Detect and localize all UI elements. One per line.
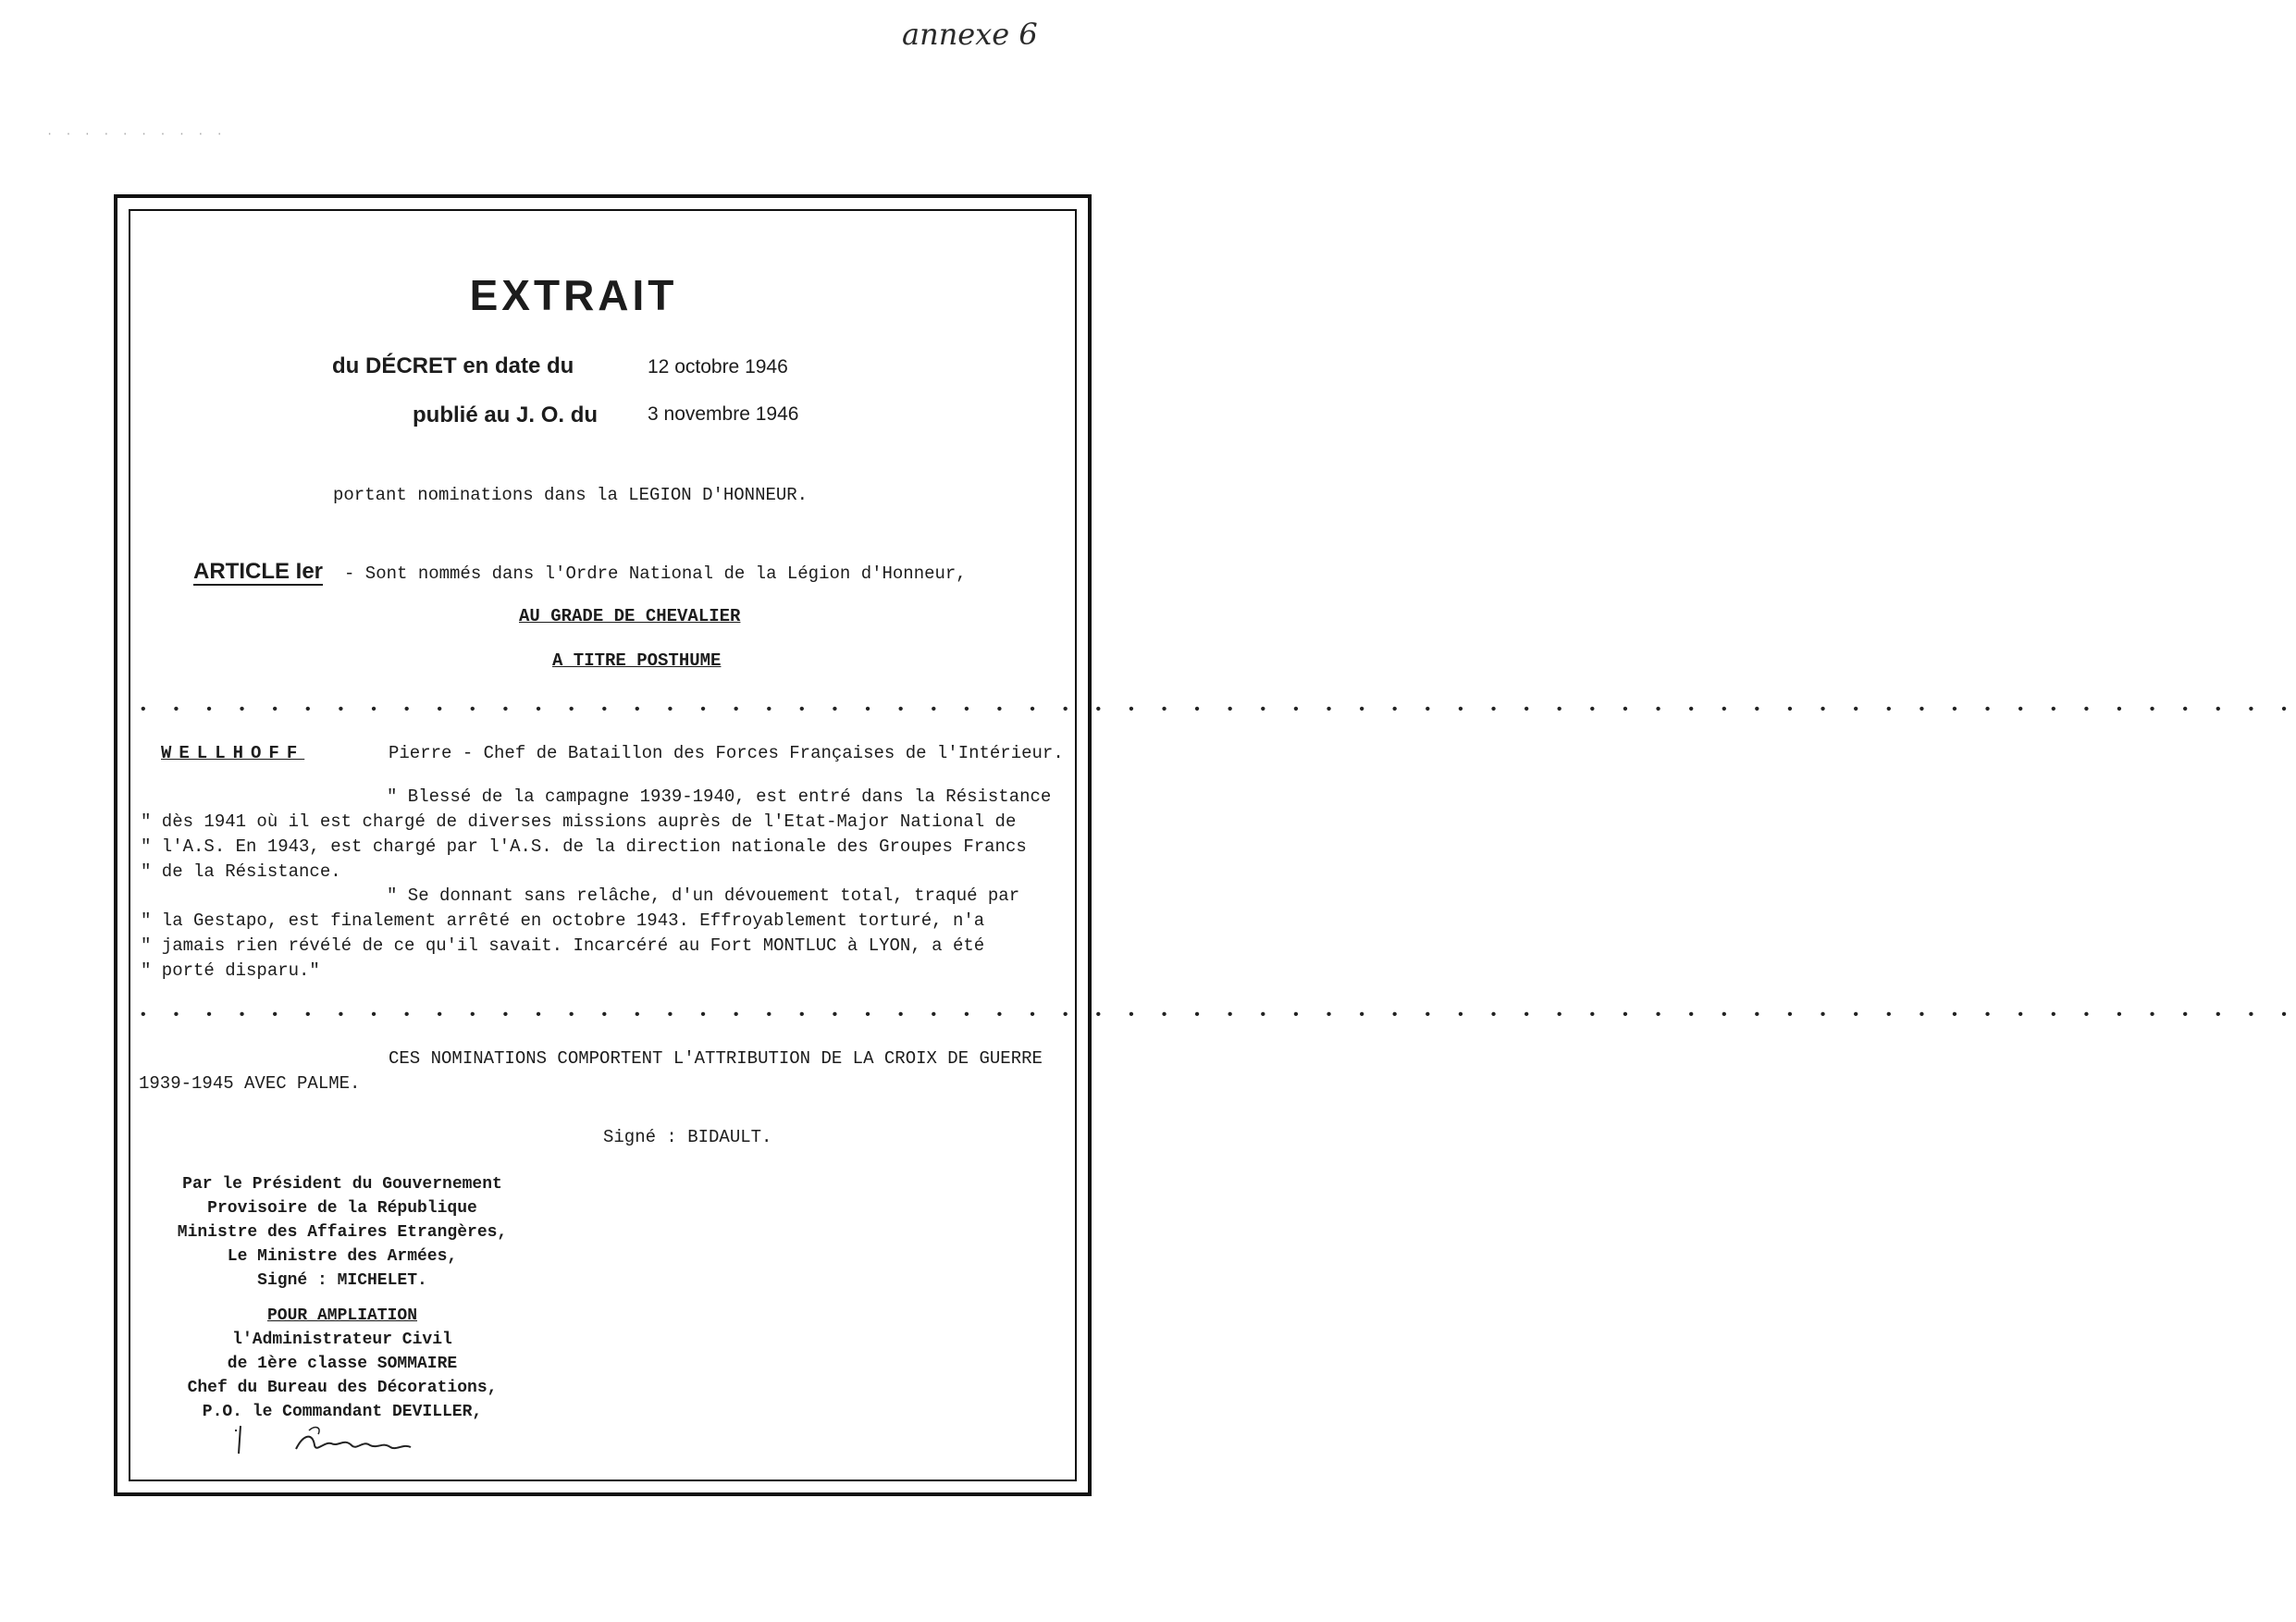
article-text: - Sont nommés dans l'Ordre National de la Légion d'Honneur, [344,563,967,584]
authority-line: Ministre des Affaires Etrangères, [177,1223,508,1242]
ampliation-block [139,1304,546,1424]
nominee-description: Pierre - Chef de Bataillon des Forces Françaises de l'Intérieur. [389,743,1064,763]
handwritten-annotation: annexe 6 [902,17,1038,52]
croix-line-1: CES NOMINATIONS COMPORTENT L'ATTRIBUTION DE LA CROIX DE GUERRE [389,1048,1043,1069]
scan-specks: · · · · · · · · · · [46,128,226,141]
nominee-surname: WELLHOFF [161,743,305,763]
ampliation-line: Chef du Bureau des Décorations, [187,1379,498,1397]
posthumous-line: A TITRE POSTHUME [552,650,722,671]
ampliation-line: P.O. le Commandant DEVILLER, [202,1403,483,1421]
article-label: ARTICLE Ier [193,559,324,584]
authority-block [139,1172,546,1293]
decree-label: du DÉCRET en date du [332,353,574,378]
signed-bidault: Signé : BIDAULT. [603,1127,772,1147]
citation-line: " Blessé de la campagne 1939-1940, est entré dans la Résistance [387,786,1052,807]
ampliation-line: l'Administrateur Civil [232,1331,452,1349]
ampliation-line: de 1ère classe SOMMAIRE [227,1355,458,1373]
citation-line: " porté disparu." [141,960,320,981]
citation-line: " Se donnant sans relâche, d'un dévouement total, traqué par [387,885,1020,906]
authority-line: Provisoire de la République [207,1199,477,1218]
croix-line-2: 1939-1945 AVEC PALME. [139,1073,361,1094]
citation-line: " l'A.S. En 1943, est chargé par l'A.S. de la direction nationale des Groupes Francs [141,836,1027,857]
subject-line: portant nominations dans la LEGION D'HONNEUR. [333,485,809,505]
authority-line: Le Ministre des Armées, [227,1247,458,1266]
dotted-separator-bottom: • • • • • • • • • • • • • • • • • • • • • • • • • • • • • • • • • • • • • • • • • • • • • • • • • • • • • • • • • • • • • • • • • • [139,1007,2296,1023]
grade-line: AU GRADE DE CHEVALIER [519,606,741,626]
authority-line: Signé : MICHELET. [257,1271,427,1290]
authority-line: Par le Président du Gouvernement [182,1175,502,1194]
decree-date: 12 octobre 1946 [648,356,788,378]
citation-line: " jamais rien révélé de ce qu'il savait. Incarcéré au Fort MONTLUC à LYON, a été [141,935,985,956]
citation-line: " la Gestapo, est finalement arrêté en octobre 1943. Effroyablement torturé, n'a [141,910,985,931]
jo-date: 3 novembre 1946 [648,403,799,425]
citation-line: " de la Résistance. [141,861,341,882]
document-title: EXTRAIT [469,271,678,319]
handwritten-signature [231,1421,463,1467]
dotted-separator-top: • • • • • • • • • • • • • • • • • • • • • • • • • • • • • • • • • • • • • • • • • • • • • • • • • • • • • • • • • • • • • • • • • • [139,701,2296,718]
ampliation-heading: POUR AMPLIATION [266,1306,418,1325]
jo-label: publié au J. O. du [413,402,599,427]
citation-line: " dès 1941 où il est chargé de diverses missions auprès de l'Etat-Major National de [141,811,1017,832]
